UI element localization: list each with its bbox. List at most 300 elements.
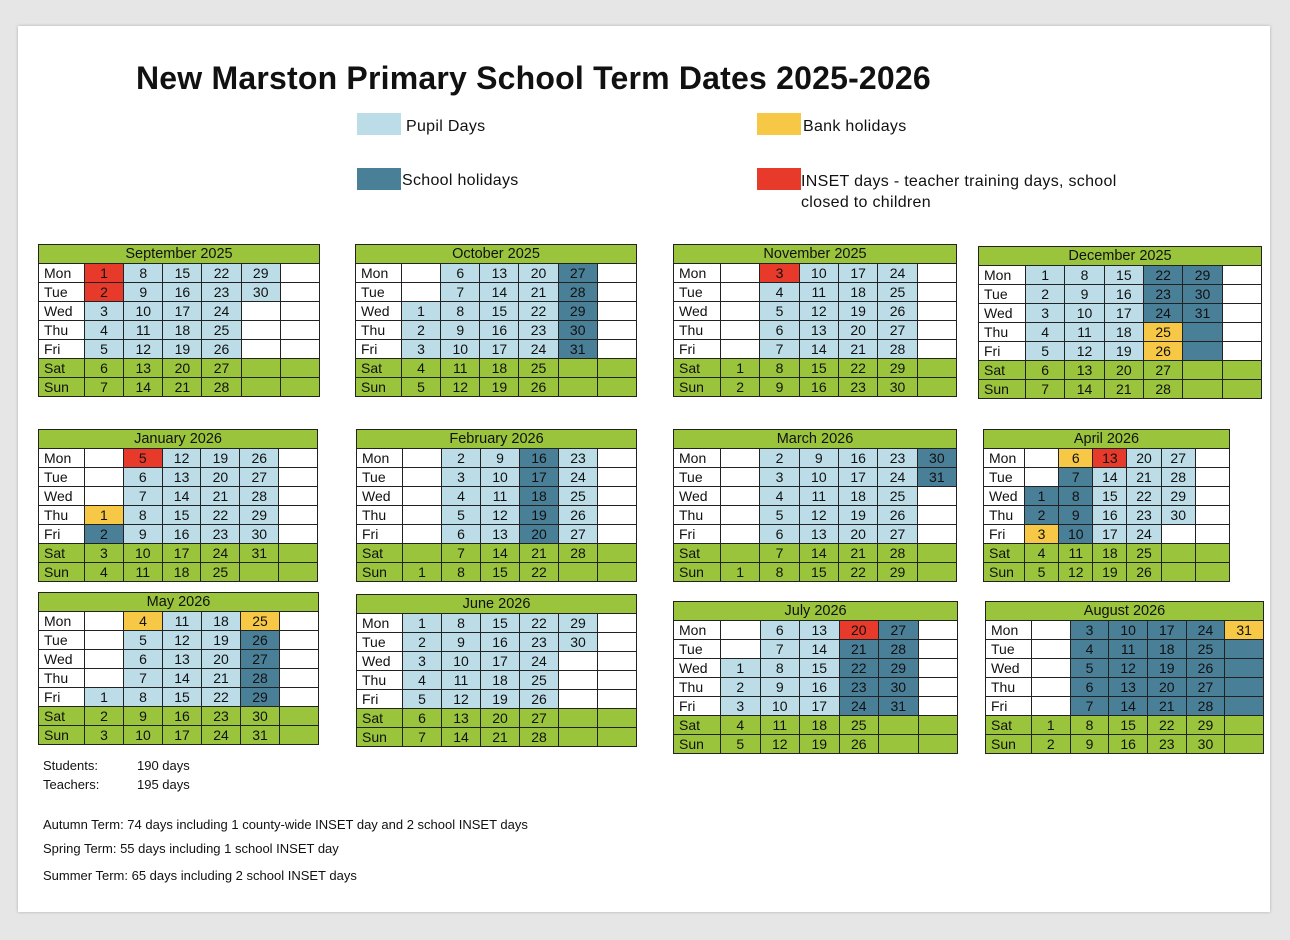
date-cell: 7 (760, 340, 799, 359)
date-cell: 9 (481, 449, 520, 468)
date-cell: 2 (85, 707, 124, 726)
date-cell (1225, 640, 1264, 659)
date-cell: 11 (1065, 323, 1104, 342)
date-cell: 16 (163, 707, 202, 726)
date-cell: 3 (1025, 525, 1059, 544)
date-cell (917, 378, 956, 397)
date-cell: 5 (403, 690, 442, 709)
date-cell: 15 (162, 506, 201, 525)
date-cell (721, 283, 760, 302)
date-cell: 16 (1093, 506, 1127, 525)
week-row (674, 659, 958, 678)
date-cell (1195, 449, 1229, 468)
date-cell: 8 (760, 359, 799, 378)
date-cell: 30 (240, 525, 279, 544)
date-cell: 13 (1093, 449, 1127, 468)
date-cell: 9 (760, 378, 799, 397)
date-cell: 24 (519, 340, 558, 359)
day-name: Fri (674, 697, 721, 716)
date-cell: 16 (799, 378, 838, 397)
date-cell: 2 (1025, 506, 1059, 525)
date-cell: 26 (1186, 659, 1225, 678)
date-cell (403, 449, 442, 468)
legend-label-school-holidays: School holidays (402, 172, 519, 189)
date-cell: 28 (558, 283, 597, 302)
week-row (674, 302, 957, 321)
date-cell: 20 (838, 321, 877, 340)
week-row (979, 380, 1262, 399)
date-cell: 13 (480, 264, 519, 283)
week-row (986, 697, 1264, 716)
date-cell: 27 (1143, 361, 1182, 380)
day-name: Thu (357, 671, 403, 690)
date-cell: 20 (201, 468, 240, 487)
date-cell: 2 (85, 525, 124, 544)
day-name: Sat (356, 359, 402, 378)
date-cell: 4 (85, 563, 124, 582)
date-cell: 7 (1059, 468, 1093, 487)
week-row (674, 506, 957, 525)
date-cell (598, 652, 637, 671)
date-cell: 29 (241, 688, 280, 707)
date-cell: 17 (520, 468, 559, 487)
date-cell: 31 (879, 697, 919, 716)
date-cell: 19 (202, 631, 241, 650)
date-cell: 5 (721, 735, 761, 754)
date-cell: 4 (760, 283, 799, 302)
date-cell: 23 (1143, 285, 1182, 304)
day-name: Sat (986, 716, 1032, 735)
date-cell: 31 (240, 544, 279, 563)
date-cell: 2 (1026, 285, 1065, 304)
date-cell: 29 (241, 264, 280, 283)
week-row (674, 283, 957, 302)
week-row (984, 449, 1230, 468)
week-row (356, 302, 637, 321)
date-cell: 14 (799, 340, 838, 359)
month-july-2026 (673, 601, 958, 754)
day-name: Tue (979, 285, 1026, 304)
date-cell: 18 (162, 563, 201, 582)
legend-swatch-school-holidays (357, 168, 401, 190)
month-header: September 2025 (39, 245, 320, 264)
date-cell: 29 (1161, 487, 1195, 506)
date-cell: 12 (1065, 342, 1104, 361)
week-row (979, 285, 1262, 304)
date-cell (879, 735, 919, 754)
date-cell (598, 487, 637, 506)
date-cell (280, 340, 319, 359)
date-cell (917, 283, 956, 302)
date-cell: 21 (202, 669, 241, 688)
date-cell (918, 735, 958, 754)
date-cell (1032, 621, 1071, 640)
date-cell (917, 487, 956, 506)
date-cell (1032, 659, 1071, 678)
week-row (986, 621, 1264, 640)
week-row (39, 468, 318, 487)
date-cell: 14 (481, 544, 520, 563)
date-cell: 2 (403, 633, 442, 652)
date-cell: 16 (481, 633, 520, 652)
date-cell (1161, 544, 1195, 563)
week-row (674, 359, 957, 378)
date-cell: 2 (85, 283, 124, 302)
date-cell: 7 (760, 640, 800, 659)
date-cell: 17 (162, 544, 201, 563)
date-cell (85, 612, 124, 631)
date-cell: 10 (123, 544, 162, 563)
date-cell: 13 (799, 525, 838, 544)
date-cell: 14 (124, 378, 163, 397)
date-cell: 15 (481, 563, 520, 582)
day-name: Wed (984, 487, 1025, 506)
date-cell: 1 (721, 659, 761, 678)
week-row (986, 735, 1264, 754)
week-row (357, 544, 637, 563)
week-row (357, 468, 637, 487)
date-cell: 29 (878, 359, 917, 378)
date-cell: 9 (1070, 735, 1109, 754)
date-cell (280, 669, 319, 688)
date-cell (280, 612, 319, 631)
date-cell (597, 340, 636, 359)
date-cell: 6 (1026, 361, 1065, 380)
date-cell: 14 (799, 544, 838, 563)
day-name: Wed (674, 487, 721, 506)
date-cell: 23 (839, 678, 879, 697)
date-cell: 21 (1127, 468, 1161, 487)
date-cell: 31 (241, 726, 280, 745)
date-cell (598, 449, 637, 468)
date-cell: 22 (839, 659, 879, 678)
date-cell: 4 (85, 321, 124, 340)
date-cell (598, 468, 637, 487)
date-cell: 1 (1026, 266, 1065, 285)
month-header: June 2026 (357, 595, 637, 614)
date-cell: 4 (1070, 640, 1109, 659)
date-cell: 11 (441, 359, 480, 378)
date-cell: 22 (520, 563, 559, 582)
date-cell: 8 (1070, 716, 1109, 735)
day-name: Sun (39, 378, 85, 397)
date-cell: 8 (442, 614, 481, 633)
date-cell (403, 506, 442, 525)
month-header: July 2026 (674, 602, 958, 621)
day-name: Sun (357, 728, 403, 747)
week-row (674, 449, 957, 468)
date-cell (1222, 342, 1261, 361)
month-header: March 2026 (674, 430, 957, 449)
date-cell: 1 (1025, 487, 1059, 506)
month-august-2026 (985, 601, 1264, 754)
date-cell (241, 378, 280, 397)
date-cell: 4 (442, 487, 481, 506)
date-cell (403, 544, 442, 563)
week-row (986, 640, 1264, 659)
week-row (979, 342, 1262, 361)
date-cell: 12 (1109, 659, 1148, 678)
month-february-2026 (356, 429, 637, 582)
date-cell (279, 563, 318, 582)
date-cell: 16 (1104, 285, 1143, 304)
date-cell: 3 (85, 302, 124, 321)
date-cell: 7 (760, 544, 799, 563)
week-row (674, 640, 958, 659)
day-name: Sat (674, 544, 721, 563)
date-cell (598, 544, 637, 563)
date-cell (721, 640, 761, 659)
date-cell: 10 (760, 697, 800, 716)
date-cell (598, 614, 637, 633)
date-cell: 28 (1186, 697, 1225, 716)
date-cell: 19 (520, 506, 559, 525)
day-name: Sat (357, 544, 403, 563)
date-cell: 5 (85, 340, 124, 359)
date-cell (721, 506, 760, 525)
date-cell (1183, 380, 1222, 399)
date-cell: 21 (163, 378, 202, 397)
date-cell: 25 (878, 283, 917, 302)
date-cell: 14 (1065, 380, 1104, 399)
date-cell: 14 (442, 728, 481, 747)
date-cell: 30 (241, 707, 280, 726)
date-cell (917, 302, 956, 321)
month-october-2025 (355, 244, 637, 397)
date-cell: 27 (559, 525, 598, 544)
date-cell: 3 (85, 726, 124, 745)
date-cell: 14 (800, 640, 840, 659)
date-cell (597, 378, 636, 397)
date-cell: 4 (403, 671, 442, 690)
date-cell (280, 359, 319, 378)
date-cell: 7 (1026, 380, 1065, 399)
date-cell (721, 264, 760, 283)
date-cell: 3 (760, 264, 799, 283)
date-cell: 17 (163, 302, 202, 321)
date-cell: 9 (1065, 285, 1104, 304)
date-cell: 5 (402, 378, 441, 397)
date-cell (721, 525, 760, 544)
date-cell: 11 (123, 563, 162, 582)
week-row (986, 716, 1264, 735)
date-cell: 31 (558, 340, 597, 359)
date-cell: 29 (879, 659, 919, 678)
month-june-2026 (356, 594, 637, 747)
day-name: Sat (39, 359, 85, 378)
date-cell (85, 669, 124, 688)
date-cell: 23 (838, 378, 877, 397)
day-name: Sat (39, 544, 85, 563)
date-cell (598, 671, 637, 690)
date-cell: 27 (878, 525, 917, 544)
week-row (986, 659, 1264, 678)
date-cell: 12 (799, 302, 838, 321)
date-cell: 28 (1161, 468, 1195, 487)
date-cell: 23 (1147, 735, 1186, 754)
date-cell: 9 (799, 449, 838, 468)
week-row (39, 650, 319, 669)
date-cell: 28 (1143, 380, 1182, 399)
date-cell: 31 (917, 468, 956, 487)
day-name: Thu (674, 678, 721, 697)
date-cell: 8 (123, 506, 162, 525)
week-row (39, 707, 319, 726)
date-cell: 15 (480, 302, 519, 321)
date-cell: 20 (202, 650, 241, 669)
date-cell: 27 (1186, 678, 1225, 697)
day-name: Wed (356, 302, 402, 321)
date-cell: 15 (799, 359, 838, 378)
date-cell (1195, 525, 1229, 544)
date-cell: 14 (163, 669, 202, 688)
date-cell: 1 (85, 506, 124, 525)
date-cell: 18 (202, 612, 241, 631)
date-cell: 8 (760, 659, 800, 678)
day-name: Thu (39, 321, 85, 340)
date-cell: 17 (800, 697, 840, 716)
date-cell: 24 (878, 264, 917, 283)
day-name: Fri (984, 525, 1025, 544)
date-cell (721, 321, 760, 340)
date-cell: 3 (403, 652, 442, 671)
date-cell: 15 (1104, 266, 1143, 285)
day-name: Sun (986, 735, 1032, 754)
day-name: Fri (674, 525, 721, 544)
date-cell: 9 (124, 707, 163, 726)
date-cell: 28 (879, 640, 919, 659)
date-cell (918, 659, 958, 678)
date-cell: 10 (1065, 304, 1104, 323)
week-row (674, 735, 958, 754)
date-cell: 5 (124, 631, 163, 650)
day-name: Wed (674, 659, 721, 678)
date-cell: 22 (202, 264, 241, 283)
week-row (674, 563, 957, 582)
date-cell: 10 (441, 340, 480, 359)
date-cell: 2 (1032, 735, 1071, 754)
date-cell: 18 (1093, 544, 1127, 563)
date-cell: 11 (799, 487, 838, 506)
date-cell (1195, 487, 1229, 506)
date-cell: 24 (1186, 621, 1225, 640)
date-cell: 17 (163, 726, 202, 745)
week-row (39, 359, 320, 378)
date-cell: 7 (123, 487, 162, 506)
day-name: Fri (39, 525, 85, 544)
month-header: December 2025 (979, 247, 1262, 266)
date-cell (559, 690, 598, 709)
day-name: Sat (984, 544, 1025, 563)
date-cell: 27 (1161, 449, 1195, 468)
date-cell: 26 (519, 378, 558, 397)
date-cell (721, 340, 760, 359)
date-cell: 29 (240, 506, 279, 525)
date-cell: 27 (202, 359, 241, 378)
week-row (357, 709, 637, 728)
date-cell: 6 (124, 650, 163, 669)
date-cell: 13 (1065, 361, 1104, 380)
date-cell: 6 (1059, 449, 1093, 468)
date-cell: 1 (721, 359, 760, 378)
date-cell: 17 (1104, 304, 1143, 323)
date-cell: 28 (202, 378, 241, 397)
date-cell: 26 (878, 302, 917, 321)
month-header: August 2026 (986, 602, 1264, 621)
day-name: Mon (356, 264, 402, 283)
date-cell: 10 (799, 468, 838, 487)
day-name: Sat (979, 361, 1026, 380)
date-cell (917, 563, 956, 582)
date-cell: 22 (519, 302, 558, 321)
date-cell: 3 (721, 697, 761, 716)
day-name: Mon (986, 621, 1032, 640)
date-cell: 10 (442, 652, 481, 671)
date-cell: 26 (202, 340, 241, 359)
date-cell: 30 (558, 321, 597, 340)
date-cell (280, 688, 319, 707)
day-name: Thu (984, 506, 1025, 525)
week-row (39, 302, 320, 321)
day-name: Thu (39, 669, 85, 688)
date-cell (1183, 342, 1222, 361)
day-name: Mon (39, 612, 85, 631)
date-cell: 16 (480, 321, 519, 340)
date-cell: 25 (559, 487, 598, 506)
spring-term-info: Spring Term: 55 days including 1 school INSET day (43, 841, 339, 856)
date-cell: 17 (1147, 621, 1186, 640)
date-cell: 20 (838, 525, 877, 544)
date-cell: 24 (520, 652, 559, 671)
date-cell: 12 (163, 631, 202, 650)
week-row (356, 378, 637, 397)
date-cell: 22 (838, 563, 877, 582)
day-name: Thu (356, 321, 402, 340)
date-cell: 19 (480, 378, 519, 397)
date-cell (598, 690, 637, 709)
date-cell: 10 (481, 468, 520, 487)
date-cell: 6 (760, 321, 799, 340)
date-cell (721, 302, 760, 321)
date-cell (917, 321, 956, 340)
date-cell: 26 (878, 506, 917, 525)
week-row (674, 621, 958, 640)
week-row (674, 340, 957, 359)
legend-label-inset-days: INSET days - teacher training days, school closed to children (801, 173, 1117, 211)
date-cell: 27 (240, 468, 279, 487)
date-cell (918, 716, 958, 735)
date-cell (917, 359, 956, 378)
week-row (674, 716, 958, 735)
date-cell: 14 (480, 283, 519, 302)
date-cell (879, 716, 919, 735)
date-cell: 15 (800, 659, 840, 678)
day-name: Tue (39, 283, 85, 302)
day-name: Fri (979, 342, 1026, 361)
date-cell: 21 (520, 544, 559, 563)
summer-term-info: Summer Term: 65 days including 2 school INSET days (43, 868, 357, 883)
date-cell: 8 (1059, 487, 1093, 506)
day-name: Mon (39, 449, 85, 468)
day-name: Tue (986, 640, 1032, 659)
date-cell: 29 (1183, 266, 1222, 285)
week-row (39, 321, 320, 340)
day-name: Thu (39, 506, 85, 525)
day-name: Thu (986, 678, 1032, 697)
day-name: Wed (357, 487, 403, 506)
week-row (39, 449, 318, 468)
date-cell: 3 (1070, 621, 1109, 640)
